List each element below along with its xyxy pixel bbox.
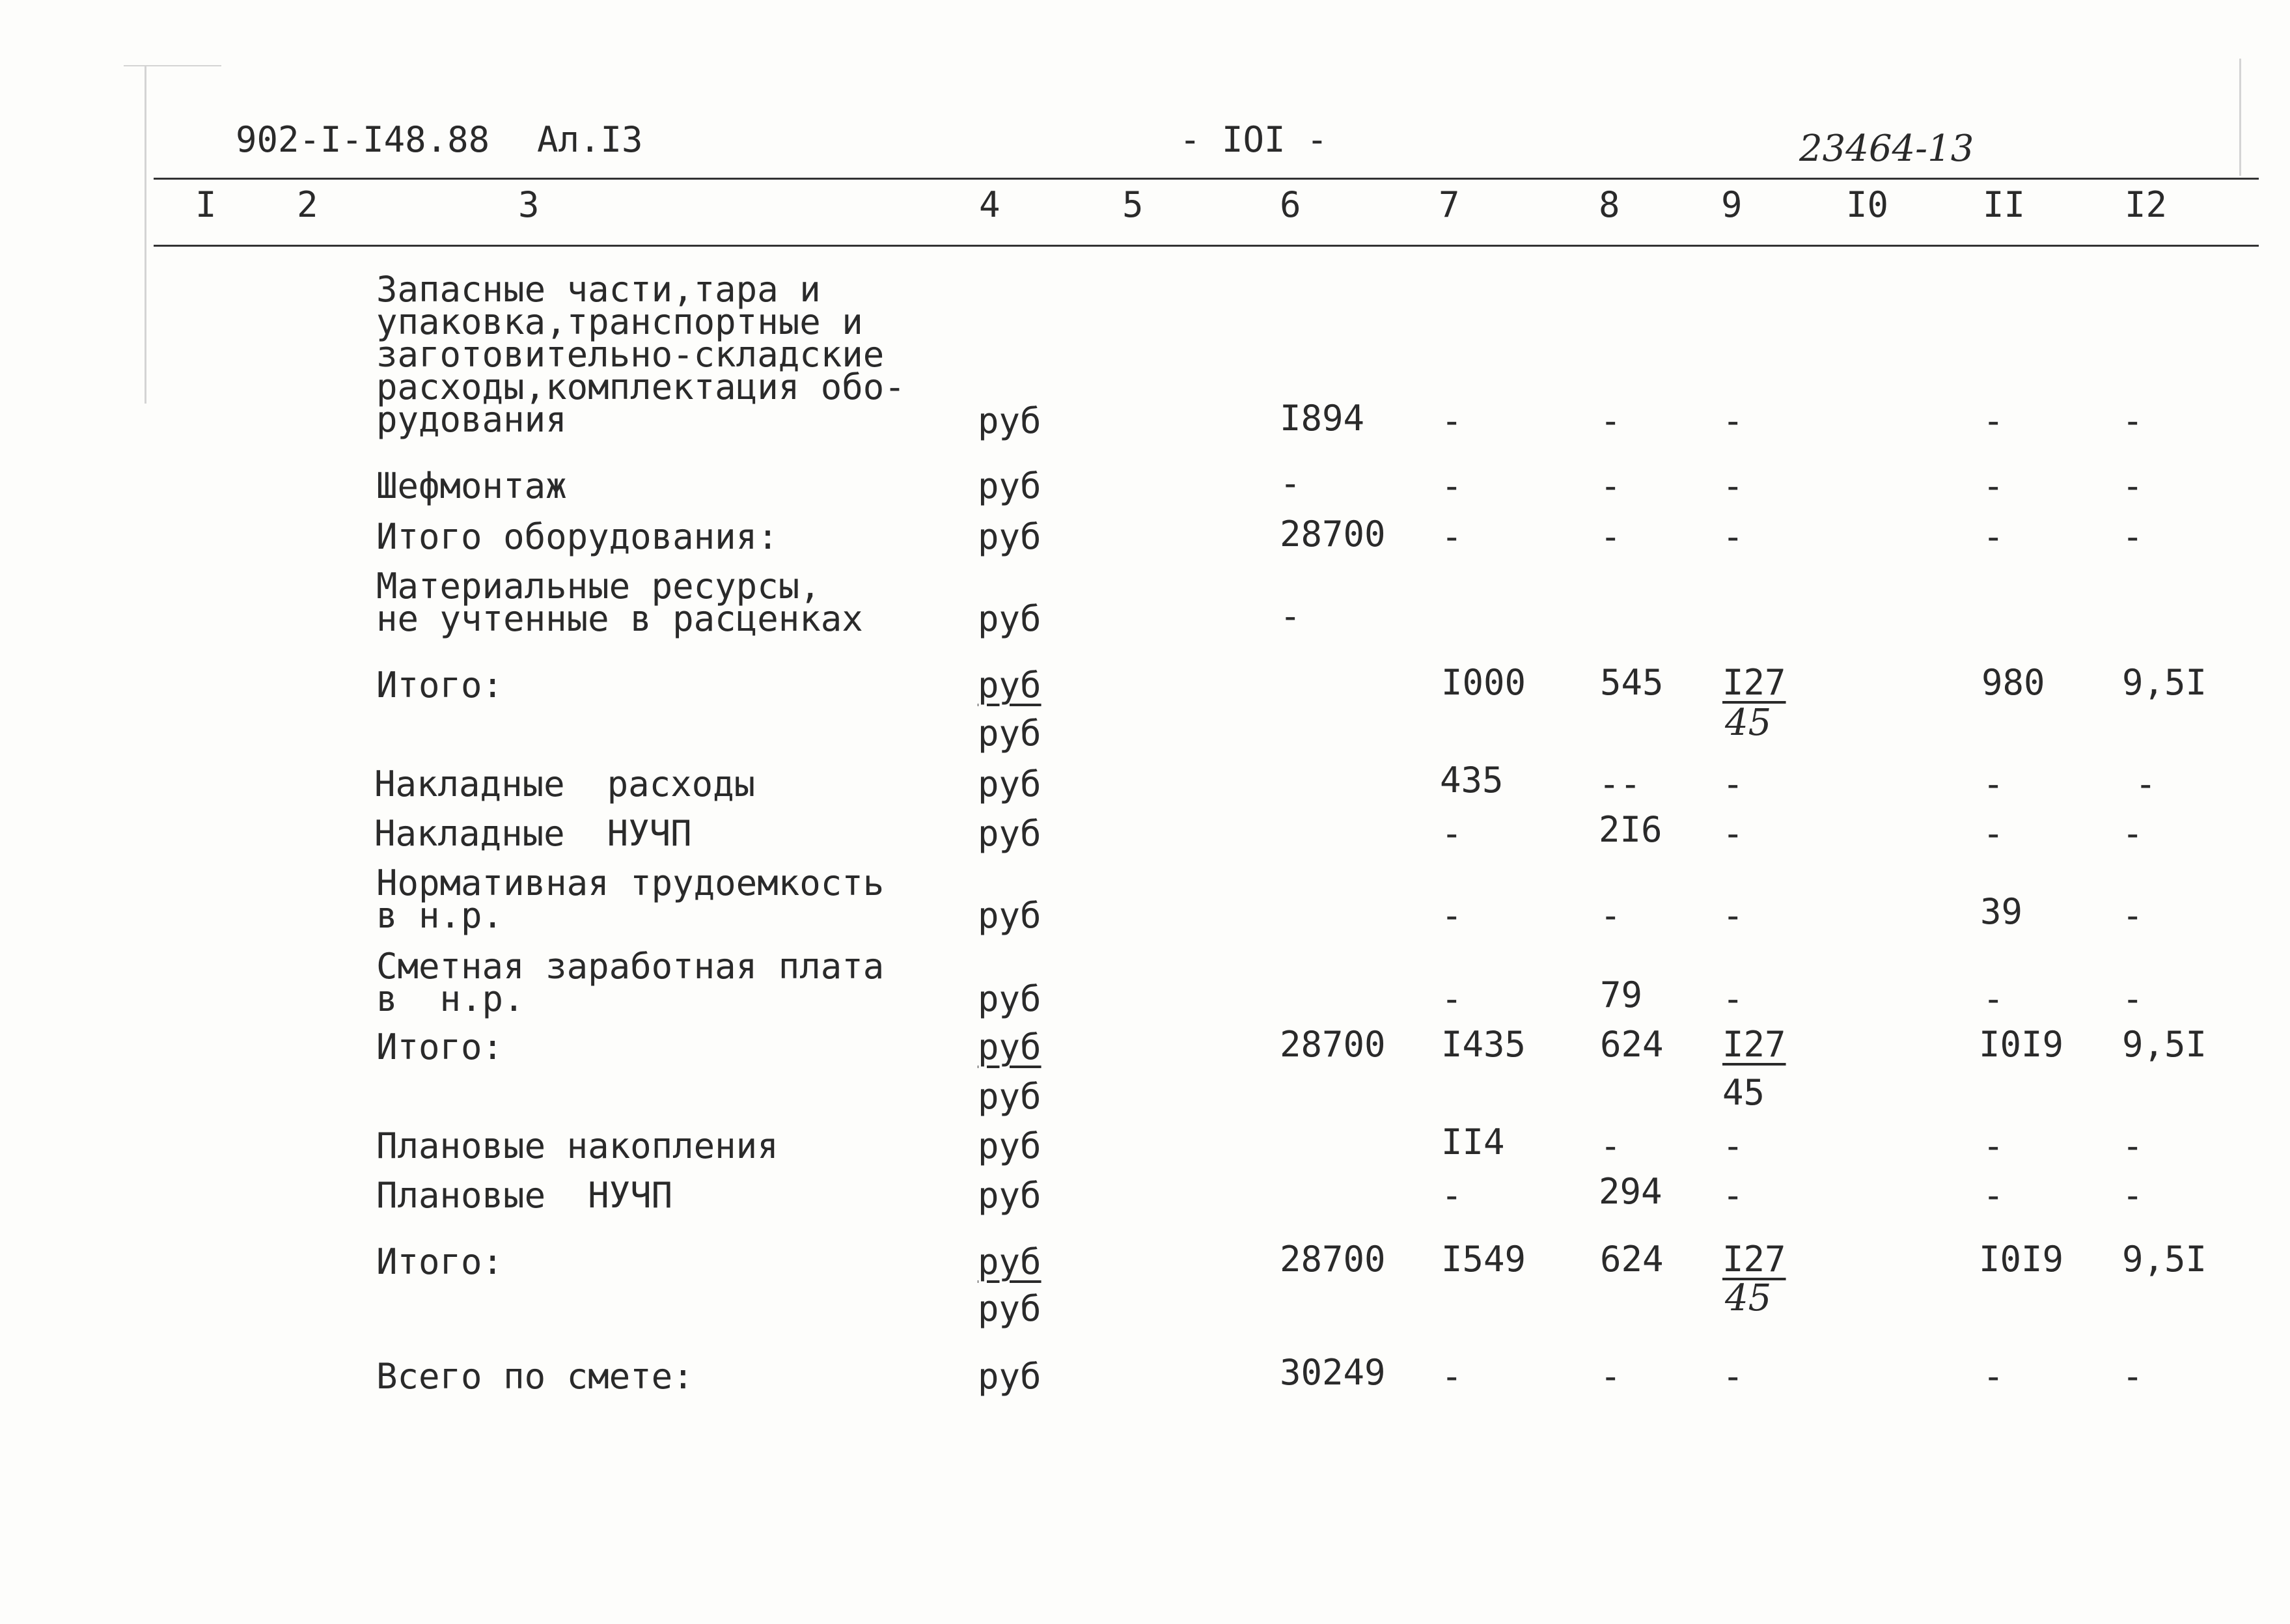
row-label: Накладные НУЧП xyxy=(374,813,692,854)
column-header-5: 5 xyxy=(1122,184,1144,225)
cell-col8: 624 xyxy=(1600,1024,1664,1065)
cell-col8: - xyxy=(1600,1356,1621,1397)
cell-col12: - xyxy=(2122,813,2144,854)
row-label: заготовительно-складские xyxy=(376,334,885,375)
cell-col12: - xyxy=(2122,1356,2144,1397)
cell-col8: 624 xyxy=(1600,1239,1664,1280)
column-header-12: I2 xyxy=(2125,184,2168,225)
cell-col12: 9,5I xyxy=(2122,1024,2207,1065)
cell-col9-numerator: I27 xyxy=(1722,662,1786,703)
cell-col7: II4 xyxy=(1441,1122,1505,1163)
cell-col12: - xyxy=(2122,895,2144,936)
cell-col11: - xyxy=(1983,516,2004,557)
cell-col8: - xyxy=(1600,465,1621,506)
row-label: Итого: xyxy=(376,1241,504,1282)
cell-col8: - xyxy=(1600,400,1621,441)
column-header-1: I xyxy=(195,184,217,225)
row-label: Нормативная трудоемкость xyxy=(376,862,885,903)
column-header-10: I0 xyxy=(1846,184,1889,225)
column-header-7: 7 xyxy=(1439,184,1460,225)
cell-col12: - xyxy=(2122,978,2144,1019)
unit-cell: руб xyxy=(978,516,1042,557)
cell-col8: -- xyxy=(1599,764,1642,805)
cell-col11: - xyxy=(1983,1125,2004,1166)
cell-col12: - xyxy=(2135,764,2157,805)
row-label: Материальные ресурсы, xyxy=(376,566,821,607)
unit-cell: руб xyxy=(978,598,1042,639)
cell-col9: - xyxy=(1722,400,1744,441)
cell-col7: - xyxy=(1441,978,1463,1019)
cell-col11: 39 xyxy=(1980,891,2023,932)
unit-cell: руб xyxy=(978,713,1042,754)
unit-cell: руб xyxy=(978,1356,1042,1397)
cell-col11: - xyxy=(1983,1175,2004,1216)
cell-col7: - xyxy=(1441,400,1463,441)
unit-cell: руб xyxy=(978,465,1042,506)
unit-cell: руб xyxy=(978,1241,1042,1282)
cell-col7: I549 xyxy=(1441,1239,1526,1280)
sheet-number: Ал.I3 xyxy=(537,119,643,160)
cell-col8: - xyxy=(1600,516,1621,557)
cell-col7: I000 xyxy=(1441,662,1526,703)
cell-col7: - xyxy=(1441,1356,1463,1397)
table-header-rule xyxy=(154,245,2259,247)
unit-cell: руб xyxy=(978,764,1042,805)
cell-col8: - xyxy=(1600,1125,1621,1166)
cell-col11: - xyxy=(1983,978,2004,1019)
cell-col9-denominator: 45 xyxy=(1725,1277,1772,1319)
cell-col12: 9,5I xyxy=(2122,1239,2207,1280)
column-header-2: 2 xyxy=(297,184,318,225)
inventory-number: 23464-13 xyxy=(1799,128,1974,170)
cell-col11: - xyxy=(1983,813,2004,854)
row-label: в н.р. xyxy=(376,978,525,1019)
cell-col12: - xyxy=(2122,516,2144,557)
cell-col9: - xyxy=(1722,764,1744,805)
cell-col11: - xyxy=(1983,1356,2004,1397)
column-header-4: 4 xyxy=(979,184,1000,225)
cell-col9: - xyxy=(1722,1356,1744,1397)
cell-col11: - xyxy=(1983,400,2004,441)
cell-col7: I435 xyxy=(1441,1024,1526,1065)
row-label: расходы,комплектация обо- xyxy=(376,366,905,407)
unit-cell: руб xyxy=(978,1076,1042,1117)
row-label: не учтенные в расценках xyxy=(376,598,863,639)
cell-col6: 30249 xyxy=(1280,1352,1386,1393)
cell-col8: 2I6 xyxy=(1599,809,1662,850)
cell-col9: - xyxy=(1722,1125,1744,1166)
column-header-6: 6 xyxy=(1280,184,1301,225)
unit-cell: руб xyxy=(978,813,1042,854)
cell-col7: - xyxy=(1441,1175,1463,1216)
cell-col12: 9,5I xyxy=(2122,662,2207,703)
doc-code: 902-I-I48.88 xyxy=(236,119,490,160)
column-header-9: 9 xyxy=(1721,184,1743,225)
unit-cell: руб xyxy=(978,1175,1042,1216)
cell-col7: - xyxy=(1441,516,1463,557)
cell-col6: 28700 xyxy=(1280,1024,1386,1065)
row-label: Запасные части,тара и xyxy=(376,269,821,310)
row-label: Сметная заработная плата xyxy=(376,946,885,987)
cell-col9-numerator: I27 xyxy=(1722,1239,1786,1280)
cell-col6: 28700 xyxy=(1280,1239,1386,1280)
cell-col12: - xyxy=(2122,400,2144,441)
row-label: Итого оборудования: xyxy=(376,516,779,557)
scan-edge-top-left xyxy=(124,65,221,66)
unit-cell: руб xyxy=(978,1125,1042,1166)
row-label: Шефмонтаж xyxy=(376,465,567,506)
unit-cell: руб xyxy=(978,400,1042,441)
unit-cell: руб xyxy=(978,1288,1042,1329)
cell-col11: - xyxy=(1983,764,2004,805)
cell-col8: 294 xyxy=(1599,1171,1662,1212)
column-header-8: 8 xyxy=(1599,184,1620,225)
cell-col12: - xyxy=(2122,1175,2144,1216)
row-label: Итого: xyxy=(376,665,504,706)
cell-col6: - xyxy=(1280,463,1301,504)
cell-col9-numerator: I27 xyxy=(1722,1024,1786,1065)
cell-col6: I894 xyxy=(1280,398,1365,439)
cell-col11: - xyxy=(1983,465,2004,506)
cell-col6: 28700 xyxy=(1280,514,1386,555)
cell-col9: - xyxy=(1722,895,1744,936)
scan-edge-left xyxy=(145,65,146,404)
cell-col11: I0I9 xyxy=(1979,1239,2064,1280)
cell-col7: 435 xyxy=(1440,760,1504,801)
cell-col9: - xyxy=(1722,978,1744,1019)
cell-col7: - xyxy=(1441,465,1463,506)
cell-col8: 545 xyxy=(1600,662,1664,703)
cell-col7: - xyxy=(1441,895,1463,936)
cell-col9-denominator: 45 xyxy=(1722,1072,1765,1113)
row-label: Итого: xyxy=(376,1026,504,1067)
cell-col11: I0I9 xyxy=(1979,1024,2064,1065)
row-label: Накладные расходы xyxy=(374,764,756,805)
cell-col9: - xyxy=(1722,465,1744,506)
column-header-11: II xyxy=(1983,184,2026,225)
unit-cell: руб xyxy=(978,895,1042,936)
cell-col9: - xyxy=(1722,1175,1744,1216)
scan-edge-right xyxy=(2239,59,2241,176)
cell-col9-denominator: 45 xyxy=(1725,702,1772,744)
cell-col8: 79 xyxy=(1600,974,1643,1015)
cell-col12: - xyxy=(2122,1125,2144,1166)
row-label: упаковка,транспортные и xyxy=(376,301,863,342)
row-label: Всего по смете: xyxy=(376,1356,694,1397)
cell-col11: 980 xyxy=(1981,662,2045,703)
page-number: - IOI - xyxy=(1179,119,1328,160)
unit-cell: руб xyxy=(978,665,1042,706)
row-label: Плановые накопления xyxy=(376,1125,779,1166)
cell-col12: - xyxy=(2122,465,2144,506)
cell-col9: - xyxy=(1722,813,1744,854)
cell-col9: - xyxy=(1722,516,1744,557)
unit-cell: руб xyxy=(978,978,1042,1019)
cell-col8: - xyxy=(1600,895,1621,936)
table-top-rule xyxy=(154,178,2259,180)
row-label: рудования xyxy=(376,399,567,440)
row-label: в н.р. xyxy=(376,895,504,936)
row-label: Плановые НУЧП xyxy=(376,1175,673,1216)
column-header-3: 3 xyxy=(518,184,540,225)
cell-col7: - xyxy=(1441,813,1463,854)
cell-col6: - xyxy=(1280,596,1301,637)
unit-cell: руб xyxy=(978,1026,1042,1067)
